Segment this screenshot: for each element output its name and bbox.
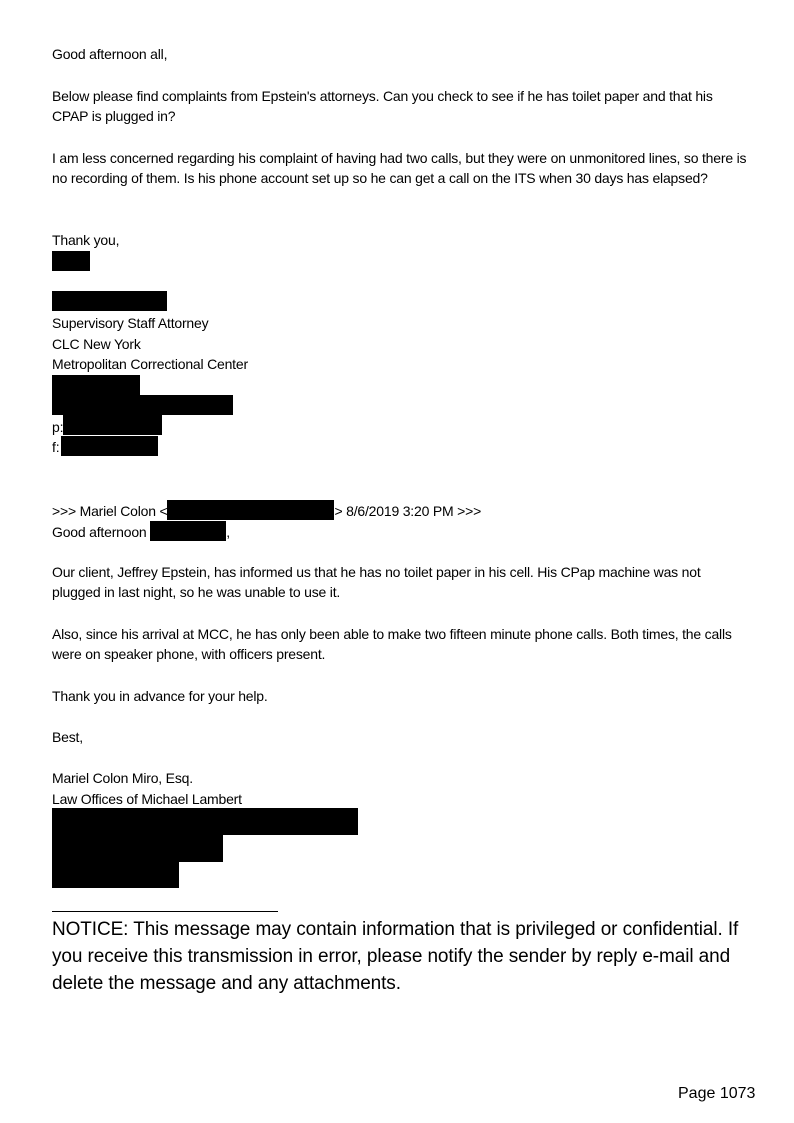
quoted-sender-name: Mariel Colon Miro, Esq. [52, 770, 193, 786]
quoted-thanks: Thank you in advance for your help. [52, 688, 268, 704]
signature-fax-label: f: [52, 439, 60, 455]
redacted-address-line-2 [52, 395, 233, 415]
quoted-sender-firm: Law Offices of Michael Lambert [52, 791, 242, 807]
quoted-header-prefix: >>> Mariel Colon < [52, 503, 168, 519]
quoted-paragraph-1: Our client, Jeffrey Epstein, has informed us that he has no toilet paper in his cell. His CPap machine was not plugged in last night, so he was unable to use it. [52, 564, 701, 600]
redacted-firm-address-2 [52, 835, 223, 862]
quoted-signoff: Best, [52, 729, 83, 745]
quoted-header [52, 500, 481, 521]
redacted-address-line-1 [52, 375, 140, 395]
quoted-greeting-suffix: , [226, 524, 230, 540]
redacted-fax-number [61, 436, 158, 456]
redacted-firm-contact [52, 862, 179, 888]
notice-divider [52, 911, 278, 912]
signature-phone-label: p: [52, 419, 64, 435]
redacted-sender-first-name [52, 251, 90, 271]
signature-office: CLC New York [52, 336, 141, 352]
redacted-phone-number [63, 415, 162, 435]
signature-facility: Metropolitan Correctional Center [52, 356, 248, 372]
email-paragraph-2: I am less concerned regarding his complaint of having had two calls, but they were on unmonitored lines, so there is no recording of them. Is his phone account set up so he can get a call on the ITS when 30 days has elapsed? [52, 150, 747, 186]
redacted-recipient-name [150, 521, 226, 541]
quoted-greeting-prefix: Good afternoon [52, 524, 147, 540]
email-closing: Thank you, [52, 232, 120, 248]
quoted-header-suffix: > 8/6/2019 3:20 PM >>> [334, 503, 482, 519]
redacted-sender-email [167, 500, 334, 520]
redacted-firm-address-1 [52, 808, 358, 835]
quoted-paragraph-2: Also, since his arrival at MCC, he has only been able to make two fifteen minute phone calls. Both times, the calls were on speaker phone, with officers present. [52, 626, 732, 662]
email-paragraph-1: Below please find complaints from Epstein's attorneys. Can you check to see if he has toilet paper and that his CPAP is plugged in? [52, 88, 713, 124]
email-greeting: Good afternoon all, [52, 46, 168, 62]
page-number: Page 1073 [678, 1085, 756, 1102]
quoted-greeting [52, 521, 230, 542]
confidentiality-notice: NOTICE: This message may contain information that is privileged or confidential. If you receive this transmission in error, please notify the sender by reply e-mail and delete the message and any attachments. [52, 919, 739, 994]
redacted-sender-full-name [52, 291, 167, 311]
signature-title: Supervisory Staff Attorney [52, 315, 209, 331]
